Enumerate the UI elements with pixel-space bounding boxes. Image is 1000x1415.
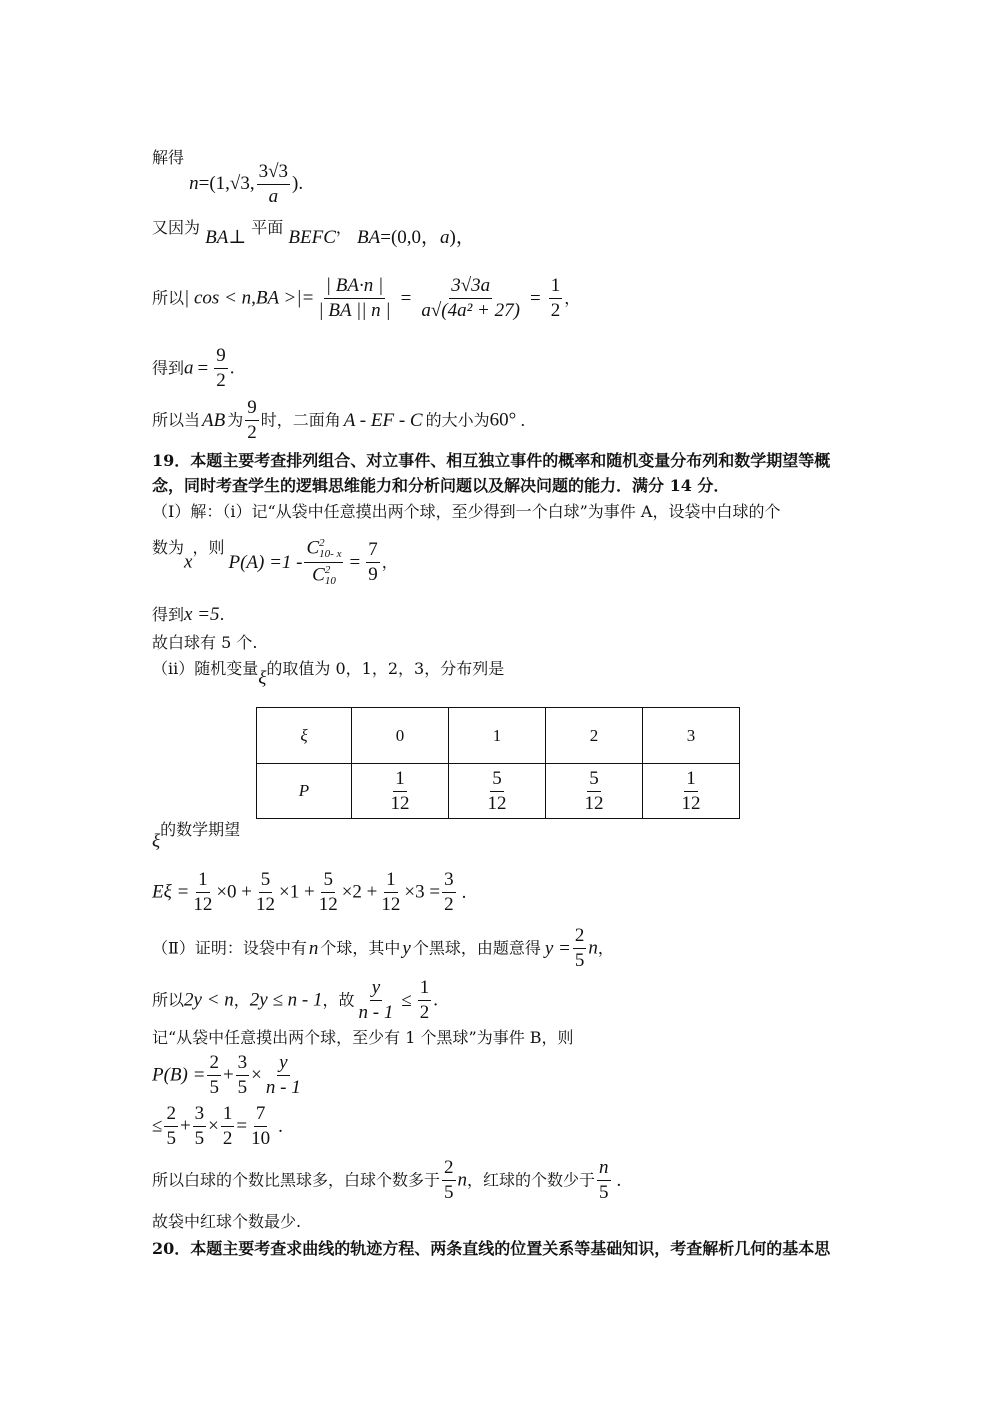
text-lead: 所以白球的个数比黑球多，白球个数多于 bbox=[152, 1170, 441, 1190]
line-event-b: 记“从袋中任意摸出两个球，至少有 1 个黑球”为事件 B，则 bbox=[152, 1028, 574, 1047]
math-le: ≤ bbox=[152, 1115, 163, 1137]
math-n: n bbox=[588, 937, 598, 959]
frac-den: 2 bbox=[419, 1002, 430, 1023]
math-eq: = bbox=[236, 1115, 248, 1137]
table-cell bbox=[546, 764, 643, 819]
frac-num: 1 bbox=[684, 769, 698, 792]
frac-num: 1 bbox=[549, 276, 563, 299]
math-n: n bbox=[189, 173, 199, 194]
text-sep: ， bbox=[335, 218, 352, 237]
math-pa: P(A) =1 - bbox=[228, 551, 303, 573]
frac-den: 2 bbox=[247, 422, 257, 443]
math-op: ×2 + bbox=[341, 881, 378, 903]
frac-num bbox=[304, 538, 343, 563]
math-deg: 60° bbox=[489, 409, 517, 431]
math-cos: | cos < n,BA >|= bbox=[184, 287, 315, 309]
q20-title: 20．本题主要考查求曲线的轨迹方程、两条直线的位置关系等基础知识，考查解析几何的基本思 bbox=[152, 1239, 831, 1258]
table-cell: 0 bbox=[352, 708, 449, 764]
text-sep: ， bbox=[233, 990, 250, 1010]
math-ab: AB bbox=[202, 409, 226, 431]
frac-den: 5 bbox=[237, 1077, 248, 1098]
math-tail: . bbox=[461, 881, 467, 903]
line-random-var bbox=[152, 659, 505, 689]
math-op: ×3 = bbox=[404, 881, 441, 903]
frac-den: 2 bbox=[222, 1128, 233, 1149]
frac-den: 2 bbox=[550, 300, 561, 321]
math-op: ×1 + bbox=[279, 881, 315, 903]
frac-num: 3√3 bbox=[257, 162, 290, 185]
para-event-a: （Ⅰ）解：（i）记“从袋中任意摸出两个球，至少得到一个白球”为事件 A，设袋中白球的个 bbox=[152, 502, 781, 521]
math-e2: 2y ≤ n - 1 bbox=[249, 989, 323, 1011]
distribution-table bbox=[256, 707, 740, 819]
line-red-least: 故袋中红球个数最少. bbox=[152, 1212, 302, 1231]
math-op: + bbox=[222, 1064, 234, 1086]
text-lead: 得到 bbox=[152, 358, 185, 378]
math-eq: = bbox=[349, 551, 361, 573]
math-eq2: = bbox=[529, 287, 541, 309]
math-close: )， bbox=[449, 227, 475, 248]
frac-num: 7 bbox=[366, 540, 380, 563]
text-tail: . bbox=[520, 410, 526, 430]
comb-sub: 10- x bbox=[319, 548, 342, 560]
text-mid: 个黑球，由题意得 bbox=[412, 938, 541, 958]
text-mid: 时，二面角 bbox=[260, 410, 341, 430]
text-lead: （ii）随机变量 bbox=[152, 659, 259, 678]
math-op: ×0 + bbox=[216, 881, 253, 903]
text-expectation: 的数学期望 bbox=[160, 820, 241, 839]
table-cell bbox=[352, 764, 449, 819]
frac-den: 5 bbox=[194, 1128, 205, 1149]
text-lead: 所以当 bbox=[152, 410, 201, 430]
frac-den: 5 bbox=[209, 1077, 219, 1098]
line-part2 bbox=[152, 926, 614, 971]
frac-den: 5 bbox=[574, 950, 585, 971]
math-ba: BA bbox=[205, 227, 229, 248]
fraction bbox=[245, 398, 259, 443]
frac-den: 12 bbox=[381, 894, 401, 915]
math-tail: ). bbox=[292, 173, 304, 194]
frac-num: 2 bbox=[164, 1104, 178, 1127]
frac-den: 2 bbox=[216, 370, 226, 391]
text-mid: ，故 bbox=[322, 990, 355, 1010]
frac-den: 5 bbox=[599, 1182, 609, 1203]
math-tail: . bbox=[278, 1115, 283, 1137]
frac-num: 5 bbox=[587, 769, 601, 792]
frac-den: 12 bbox=[193, 894, 213, 915]
fraction-comb bbox=[304, 538, 343, 587]
math-lead: P(B) = bbox=[152, 1064, 206, 1086]
line-expectation bbox=[152, 870, 466, 915]
frac-den: 9 bbox=[368, 564, 378, 585]
math-befc: BEFC bbox=[288, 227, 336, 248]
line-solve-n bbox=[152, 148, 304, 207]
frac-den: n - 1 bbox=[358, 1002, 394, 1023]
math-x: x bbox=[184, 551, 193, 573]
math-lead: Eξ = bbox=[152, 881, 190, 903]
q19-title-line1: 19．本题主要考查排列组合、对立事件、相互独立事件的概率和随机变量分布列和数学期望等概 bbox=[152, 451, 831, 470]
line-pb-bound bbox=[152, 1104, 283, 1149]
table-row-probability bbox=[257, 764, 740, 819]
text-wei: 为 bbox=[227, 410, 244, 430]
frac-num: 9 bbox=[245, 398, 259, 421]
text-tail: ， bbox=[564, 288, 581, 308]
frac-num: 1 bbox=[196, 870, 210, 893]
frac-den: a bbox=[268, 186, 279, 207]
frac-den: 12 bbox=[584, 792, 604, 814]
line-a-value bbox=[152, 346, 234, 391]
line-dihedral bbox=[152, 398, 525, 443]
frac-num: 3 bbox=[236, 1053, 250, 1076]
frac-num: 2 bbox=[573, 926, 587, 949]
math-le: ≤ bbox=[401, 989, 412, 1011]
table-cell: 1 bbox=[449, 708, 546, 764]
line-conclusion bbox=[152, 1158, 621, 1203]
frac-num: 2 bbox=[207, 1053, 221, 1076]
fraction bbox=[257, 162, 290, 207]
math-eq: = bbox=[197, 357, 209, 379]
math-a: a bbox=[184, 357, 194, 379]
text-tail: ， bbox=[381, 552, 398, 572]
frac-num: 1 bbox=[384, 870, 398, 893]
math-angle: A - EF - C bbox=[343, 409, 423, 431]
frac-den bbox=[310, 563, 338, 587]
math-op: + bbox=[179, 1115, 191, 1137]
frac-den: 12 bbox=[487, 792, 507, 814]
text-lead: 解得 bbox=[152, 148, 185, 167]
math-xi: ξ bbox=[152, 831, 161, 852]
frac-num: 5 bbox=[259, 870, 273, 893]
math-eq: = bbox=[400, 287, 412, 309]
frac-num: 5 bbox=[321, 870, 335, 893]
text-mid: 个球，其中 bbox=[320, 938, 401, 958]
frac-num: 1 bbox=[221, 1104, 235, 1127]
text-tail: 的取值为 0，1，2，3，分布列是 bbox=[266, 659, 505, 678]
text-lead: 数为 bbox=[152, 538, 185, 557]
fraction bbox=[214, 346, 228, 391]
table-cell: P bbox=[257, 764, 352, 819]
math-eq: =(1, bbox=[198, 173, 230, 194]
math-tail: . bbox=[229, 357, 235, 379]
math-expr: x =5 bbox=[184, 604, 220, 625]
text-plane: 平面 bbox=[251, 218, 284, 237]
frac-num: 1 bbox=[393, 769, 407, 792]
frac-den: n - 1 bbox=[265, 1077, 301, 1098]
frac-den: 12 bbox=[390, 792, 410, 814]
line-pa bbox=[152, 538, 398, 587]
frac-num: 7 bbox=[254, 1104, 268, 1127]
fraction-result bbox=[366, 540, 380, 585]
line-inequality bbox=[152, 978, 438, 1023]
q19-title-line2: 念，同时考查学生的逻辑思维能力和分析问题以及解决问题的能力．满分 14 分． bbox=[152, 476, 730, 495]
comb-c: C bbox=[312, 564, 325, 586]
table-row-header bbox=[257, 708, 740, 764]
math-tail: . bbox=[433, 989, 439, 1011]
table-cell: ξ bbox=[257, 708, 352, 764]
math-vec: =(0,0， bbox=[380, 227, 441, 248]
math-tail: . bbox=[616, 1169, 622, 1191]
math-op: × bbox=[208, 1115, 219, 1137]
frac-num: 1 bbox=[418, 978, 432, 1001]
frac-num: n bbox=[597, 1158, 611, 1181]
math-expr: y = bbox=[544, 937, 571, 959]
frac-num: | BA·n | bbox=[324, 276, 385, 299]
table-cell: 2 bbox=[546, 708, 643, 764]
frac-num: 3 bbox=[442, 870, 456, 893]
comb-c: C bbox=[306, 537, 320, 559]
line-pb bbox=[152, 1053, 305, 1098]
text-tail: ， bbox=[597, 938, 614, 958]
table-cell bbox=[449, 764, 546, 819]
table-cell: 3 bbox=[643, 708, 740, 764]
math-op: × bbox=[251, 1064, 262, 1086]
fraction-3 bbox=[549, 276, 563, 321]
frac-den: 5 bbox=[444, 1182, 454, 1203]
text-de: 的大小为 bbox=[425, 410, 490, 430]
text-tail: . bbox=[219, 605, 225, 624]
table-cell bbox=[643, 764, 740, 819]
math-xi: ξ bbox=[258, 668, 267, 689]
fraction-2 bbox=[419, 276, 522, 321]
math-perp: ⊥ bbox=[228, 227, 247, 248]
math-sqrt3: √3, bbox=[229, 173, 255, 194]
frac-den: | BA || n | bbox=[318, 300, 391, 321]
frac-num: 5 bbox=[490, 769, 504, 792]
frac-den: 12 bbox=[681, 792, 701, 814]
text-lead: 所以 bbox=[152, 990, 185, 1010]
frac-num: 9 bbox=[214, 346, 228, 369]
frac-num: 3√3a bbox=[449, 276, 492, 299]
frac-num: 2 bbox=[442, 1158, 456, 1181]
text-mid: ，则 bbox=[192, 538, 225, 557]
frac-den: 2 bbox=[444, 894, 454, 915]
line-expectation-label bbox=[152, 820, 241, 852]
comb-sup: 2 bbox=[319, 537, 325, 549]
frac-den: 10 bbox=[251, 1128, 271, 1149]
text-mid: ，红球的个数少于 bbox=[467, 1170, 596, 1190]
math-y: y bbox=[402, 937, 411, 959]
text-lead: 又因为 bbox=[152, 218, 201, 237]
fraction-1 bbox=[316, 276, 392, 321]
comb-sup: 2 bbox=[324, 564, 331, 576]
line-cos bbox=[152, 276, 580, 321]
text-lead: 得到 bbox=[152, 605, 185, 624]
frac-num: y bbox=[370, 978, 382, 1001]
frac-den: 5 bbox=[166, 1128, 176, 1149]
frac-num: y bbox=[277, 1053, 289, 1076]
text-lead: （Ⅱ）证明：设袋中有 bbox=[152, 938, 307, 958]
frac-num: 3 bbox=[193, 1104, 207, 1127]
frac-den: a√(4a² + 27) bbox=[421, 300, 520, 321]
frac-den: 12 bbox=[318, 894, 338, 915]
text-lead: 所以 bbox=[152, 288, 185, 308]
line-perp bbox=[152, 218, 475, 248]
math-e1: 2y < n bbox=[184, 989, 234, 1011]
line-white-balls: 故白球有 5 个. bbox=[152, 633, 258, 652]
comb-sub: 10 bbox=[324, 575, 336, 587]
math-n: n bbox=[308, 937, 319, 959]
math-a: a bbox=[440, 227, 450, 248]
math-ba-vec: BA bbox=[357, 227, 381, 248]
math-n: n bbox=[457, 1169, 468, 1191]
line-x-value bbox=[152, 605, 225, 625]
frac-den: 12 bbox=[256, 894, 276, 915]
